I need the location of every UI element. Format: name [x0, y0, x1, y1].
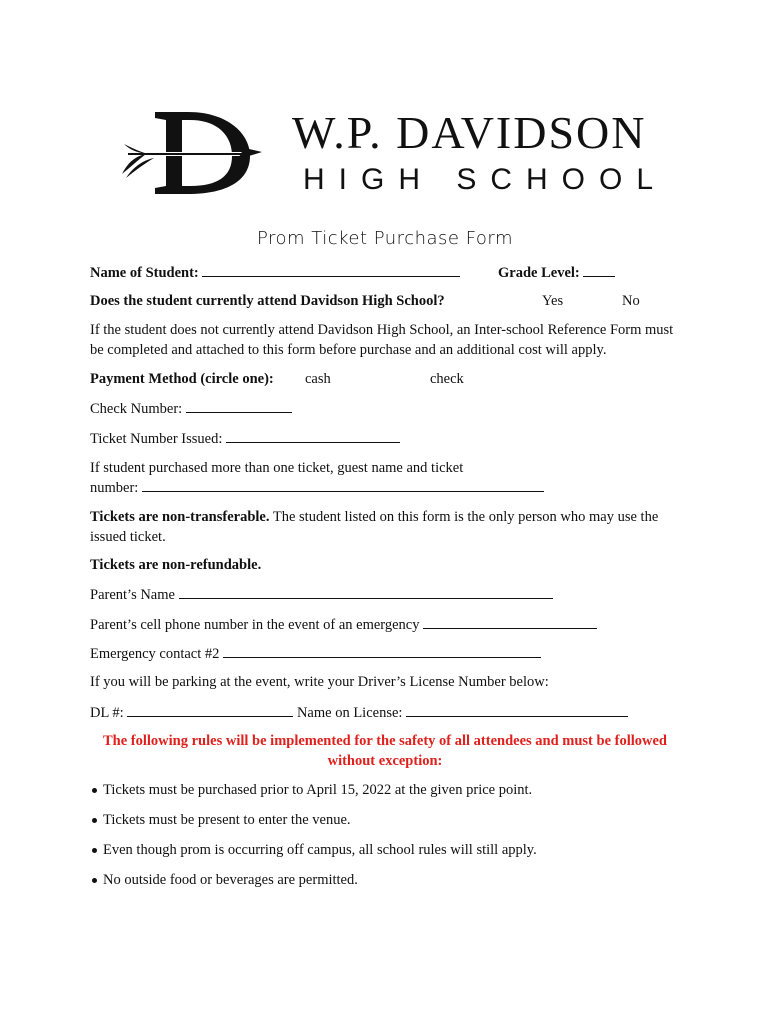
bullet-icon — [92, 878, 97, 883]
school-type: HIGH SCHOOL — [303, 163, 668, 196]
guest-row — [90, 477, 544, 498]
license-name-field[interactable] — [406, 702, 628, 717]
arrow-d-emblem — [110, 104, 290, 204]
attend-no-option[interactable]: No — [622, 293, 640, 309]
grade-label: Grade Level: — [498, 265, 580, 281]
bullet-icon — [92, 848, 97, 853]
dl-field[interactable] — [127, 702, 293, 717]
payment-label: Payment Method (circle one): — [90, 371, 274, 387]
guest-label: number: — [90, 480, 139, 496]
school-logo — [110, 104, 680, 204]
name-label: Name of Student: — [90, 265, 199, 281]
check-number-row — [90, 398, 292, 419]
rule-text: No outside food or beverages are permitted. — [103, 872, 358, 888]
check-number-label: Check Number: — [90, 401, 183, 417]
dl-label: DL #: — [90, 705, 124, 721]
rule-item — [90, 810, 351, 830]
grade-row — [498, 262, 615, 283]
parent-name-row — [90, 584, 553, 605]
bullet-icon — [92, 788, 97, 793]
ticket-number-field[interactable] — [226, 428, 400, 443]
form-title: Prom Ticket Purchase Form — [256, 228, 514, 249]
check-number-field[interactable] — [186, 398, 292, 413]
emergency-contact-label: Emergency contact #2 — [90, 646, 220, 662]
rule-item — [90, 870, 358, 890]
bullet-icon — [92, 818, 97, 823]
rule-text: Tickets must be present to enter the venue. — [103, 812, 351, 828]
attend-yes-option[interactable]: Yes — [542, 293, 564, 309]
parking-note: If you will be parking at the event, write your Driver’s License Number below: — [90, 674, 549, 690]
parent-phone-label: Parent’s cell phone number in the event of an emergency — [90, 617, 420, 633]
payment-check-option[interactable]: check — [430, 371, 464, 387]
parent-name-field[interactable] — [179, 584, 553, 599]
payment-cash-option[interactable]: cash — [305, 371, 331, 387]
interschool-note: If the student does not currently attend Davidson High School, an Inter-school Reference Form must be completed and attached to this form before purchase and an additional cost will apply. — [90, 322, 674, 358]
license-row — [90, 702, 628, 723]
rule-item — [90, 780, 532, 800]
nontransfer-note — [90, 507, 680, 547]
emergency-contact-field[interactable] — [223, 643, 541, 658]
nontransfer-bold: Tickets are non-transferable. — [90, 509, 270, 525]
nontransfer-text: The student listed on this form is the only person who may use the issued ticket. — [90, 509, 659, 545]
nonrefund-note: Tickets are non-refundable. — [90, 557, 262, 573]
guest-field[interactable] — [142, 477, 544, 492]
attend-question: Does the student currently attend Davidson High School? — [90, 293, 445, 309]
grade-field[interactable] — [583, 262, 615, 277]
parent-phone-row — [90, 614, 597, 635]
rules-heading: The following rules will be implemented for the safety of all attendees and must be followed without exception: — [103, 733, 667, 769]
rule-text: Tickets must be purchased prior to April 15, 2022 at the given price point. — [103, 782, 533, 798]
ticket-number-row — [90, 428, 400, 449]
school-name: W.P. DAVIDSON — [292, 107, 647, 158]
parent-name-label: Parent’s Name — [90, 587, 175, 603]
rule-item — [90, 840, 537, 860]
guest-line-1: If student purchased more than one ticket, guest name and ticket — [90, 460, 464, 476]
parent-phone-field[interactable] — [423, 614, 597, 629]
name-field[interactable] — [202, 262, 460, 277]
ticket-number-label: Ticket Number Issued: — [90, 431, 223, 447]
license-name-label: Name on License: — [296, 705, 403, 721]
name-row — [90, 262, 460, 283]
emergency-contact-row — [90, 643, 541, 664]
rule-text: Even though prom is occurring off campus, all school rules will still apply. — [103, 842, 537, 858]
